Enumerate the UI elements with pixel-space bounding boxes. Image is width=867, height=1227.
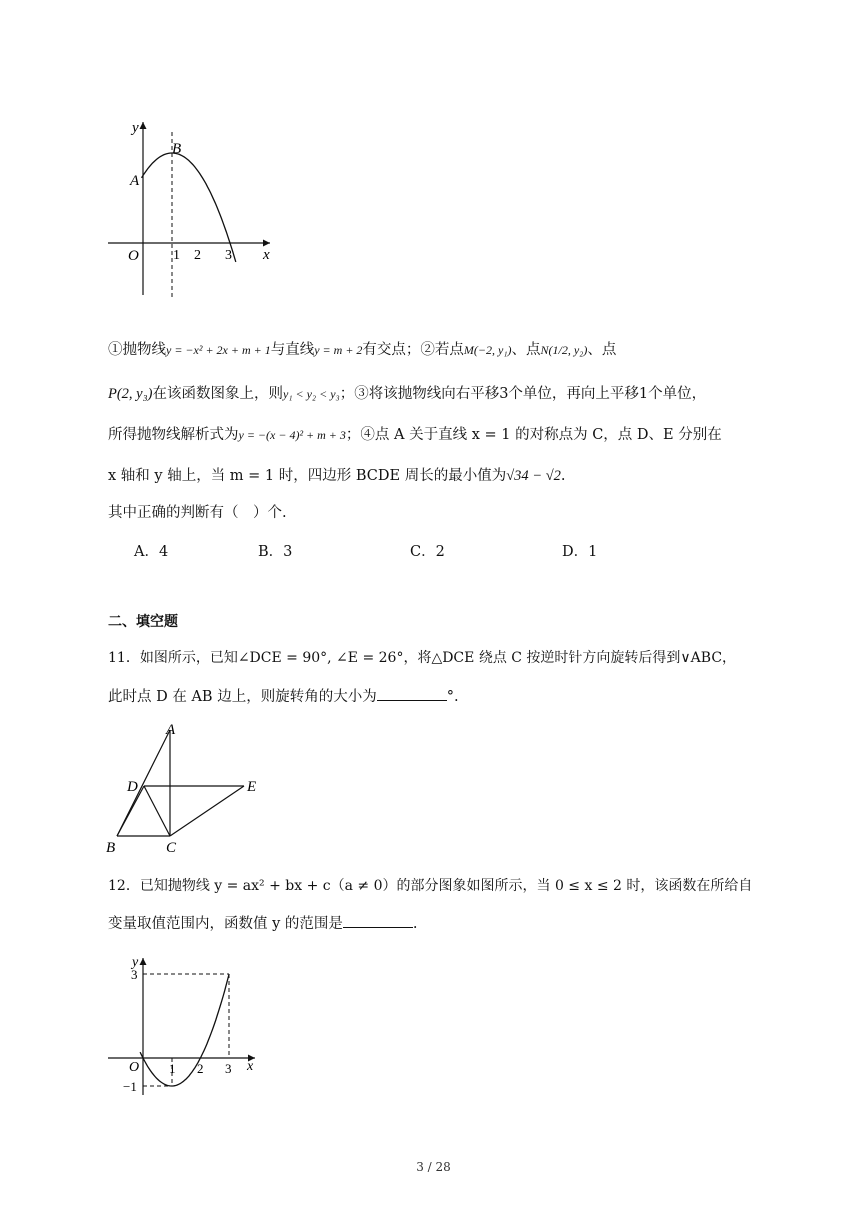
label-c: C [166,840,177,856]
figure-triangles [100,720,275,860]
equation: y = −x² + 2x + m + 1 [166,343,271,357]
figure-parabola-1 [100,112,290,302]
text: ；③将该抛物线向右平移3个单位，再向上平移1个单位， [339,386,707,402]
segment-ce [170,786,244,836]
tick-2: 2 [197,1061,204,1076]
q10-line-2 [108,384,706,404]
point-m: M(−2, y₁) [463,343,512,357]
inequality: y₁ < y₂ < y₃ [283,387,340,401]
text: ①抛物线 [108,342,166,358]
equation: y = m + 2 [314,343,363,357]
parabola-curve [140,974,229,1086]
answer-blank [343,913,413,928]
text: 、点 [511,342,541,358]
text: . [560,468,566,484]
q10-line-3 [108,425,722,445]
x-label: x [263,247,270,263]
text: 有交点；②若点 [362,342,464,358]
text: x 轴和 y 轴上，当 m = 1 时，四边形 BCDE 周长的最小值为 [108,468,507,484]
option-b: B．3 [258,544,293,560]
page-number: 3 / 28 [416,1160,451,1174]
option-c: C．2 [410,544,445,560]
parabola-curve [142,153,236,262]
equation: y = −(x − 4)² + m + 3 [238,428,346,442]
q11-line-2 [108,686,459,707]
text: ；④点 A 关于直线 x = 1 的对称点为 C，点 D、E 分别在 [345,427,722,443]
option-a: A．4 [134,544,169,560]
text: 在该函数图象上，则 [152,386,283,402]
point-p: P(2, y₃) [108,386,153,402]
answer-blank [377,686,447,701]
text: °. [446,689,459,705]
text: 此时点 D 在 AB 边上，则旋转角的大小为 [108,689,377,705]
minimum-value: √34 − √2 [506,468,561,484]
text: 变量取值范围内，函数值 y 的范围是 [108,916,343,932]
point-n: N(1/2, y₂) [540,343,588,357]
label-a: A [166,722,176,738]
q10-line-4 [108,466,566,486]
tick-1: 1 [173,248,180,263]
tick-3: 3 [225,248,232,263]
q10-line-5: 其中正确的判断有（ ）个. [108,505,287,521]
tick-2: 2 [194,248,201,263]
label-e: E [247,779,257,795]
segment-dc [144,786,170,836]
y-label: y [132,120,139,136]
text: 所得抛物线解析式为 [108,427,239,443]
tick-1: 1 [169,1061,176,1076]
point-b-label: B [172,141,182,157]
option-d: D．1 [562,544,598,560]
x-label: x [247,1059,254,1074]
point-a-label: A [130,173,140,189]
figure-parabola-2 [100,950,270,1100]
text: 与直线 [270,342,315,358]
y-label: y [132,955,139,970]
label-d: D [127,779,138,795]
tick-ym1: −1 [123,1079,137,1094]
q10-line-1 [108,340,616,360]
q12-line-2 [108,913,418,934]
label-b: B [106,840,116,856]
tick-y3: 3 [131,967,138,982]
text: 、点 [587,342,617,358]
origin-label: O [128,248,139,264]
origin-label: O [129,1060,140,1075]
tick-3: 3 [225,1061,232,1076]
section-title: 二、填空题 [108,614,178,630]
q11-line-1: 11．如图所示，已知∠DCE = 90°, ∠E = 26°，将△DCE 绕点 C 按逆时针方向旋转后得到∨ABC， [108,650,737,666]
q12-line-1: 12．已知抛物线 y = ax² + bx + c（a ≠ 0）的部分图象如图所示，当 0 ≤ x ≤ 2 时，该函数在所给自 [108,878,753,894]
text: . [412,916,418,932]
